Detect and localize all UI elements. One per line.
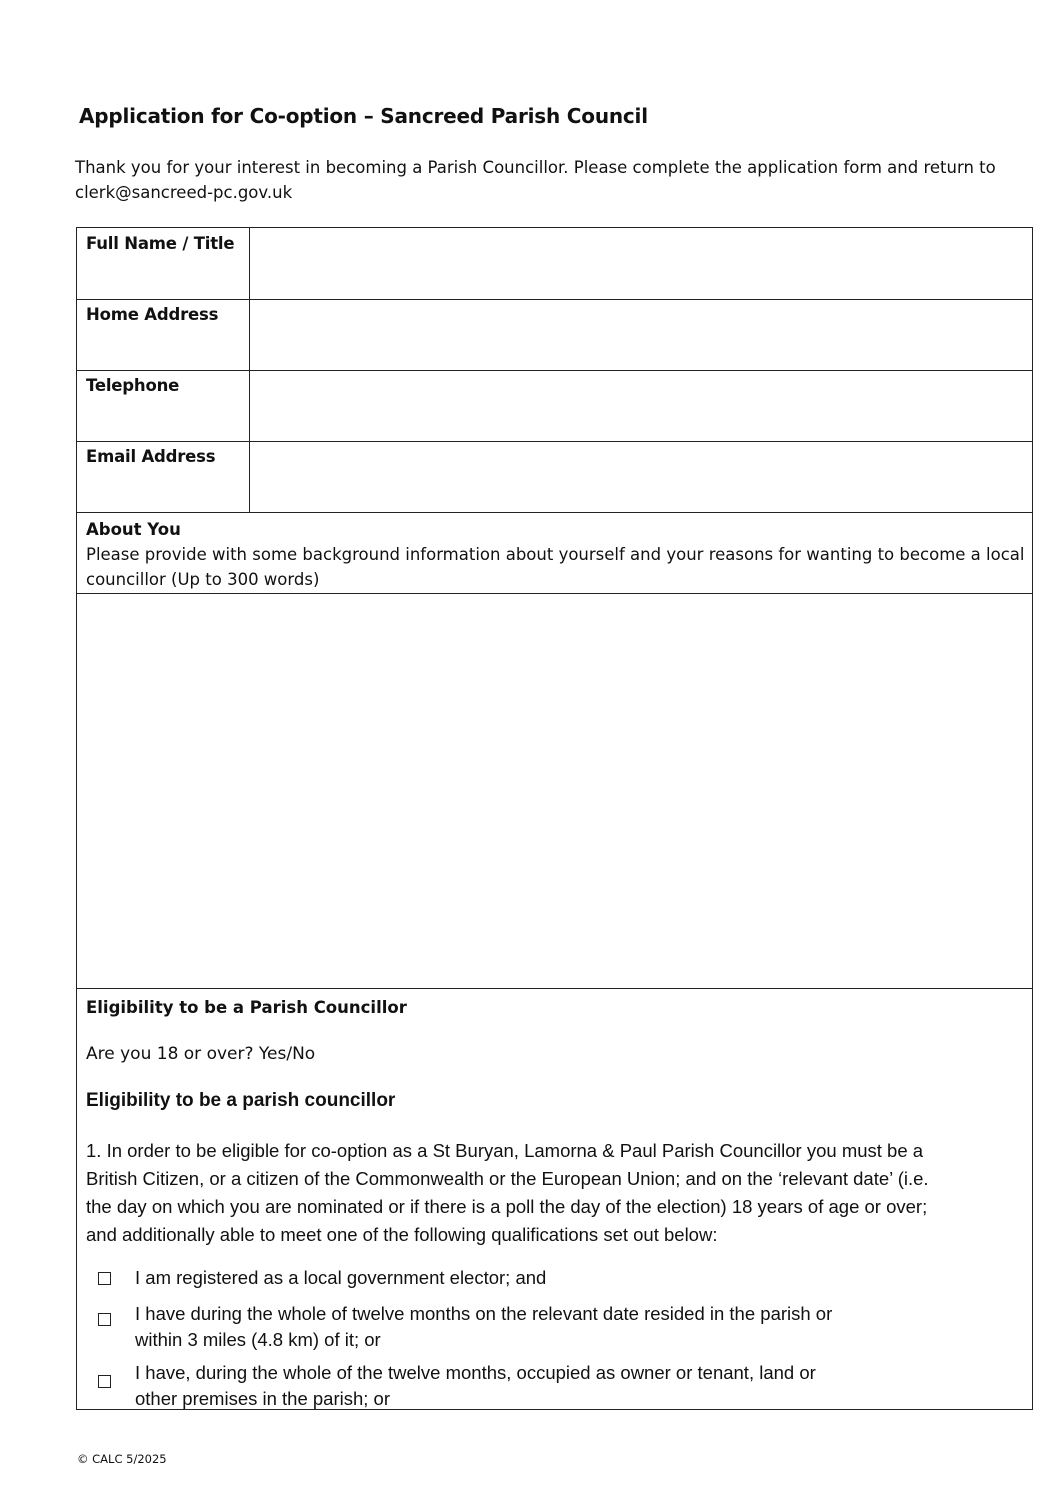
email-input[interactable] xyxy=(251,441,1032,512)
intro-text xyxy=(75,155,1015,205)
about-you-heading: About You xyxy=(86,520,181,539)
full-name-label: Full Name / Title xyxy=(77,228,250,299)
age-question: Are you 18 or over? Yes/No xyxy=(86,1044,316,1064)
email-label: Email Address xyxy=(77,441,250,512)
about-you-header xyxy=(77,512,1032,594)
qualification-checkbox-1[interactable] xyxy=(98,1272,111,1285)
qualification-option-2-line-2: within 3 miles (4.8 km) of it; or xyxy=(135,1329,381,1350)
home-address-input[interactable] xyxy=(251,299,1032,370)
about-you-textarea[interactable] xyxy=(77,594,1032,989)
eligibility-heading: Eligibility to be a Parish Councillor xyxy=(86,998,407,1017)
row-telephone xyxy=(77,370,1032,442)
intro-email: clerk@sancreed-pc.gov.uk xyxy=(75,183,293,202)
eligibility-paragraph-line-1: 1. In order to be eligible for co-option as a St Buryan, Lamorna & Paul Parish Councillor you must be a xyxy=(86,1140,924,1161)
full-name-input[interactable] xyxy=(251,228,1032,299)
telephone-label: Telephone xyxy=(77,370,250,441)
qualification-option-3-line-2: other premises in the parish; or xyxy=(135,1388,391,1409)
about-you-instructions-line-2: councillor (Up to 300 words) xyxy=(86,570,320,589)
qualification-option-3-line-1: I have, during the whole of the twelve months, occupied as owner or tenant, land or xyxy=(135,1362,816,1383)
qualification-option-2-line-1: I have during the whole of twelve months on the relevant date resided in the parish or xyxy=(135,1303,833,1324)
footer-copyright: © CALC 5/2025 xyxy=(77,1452,167,1466)
qualification-option-1-line-1: I am registered as a local government elector; and xyxy=(135,1267,547,1288)
page-title: Application for Co-option – Sancreed Parish Council xyxy=(79,104,648,128)
eligibility-paragraph xyxy=(86,1137,1016,1249)
telephone-input[interactable] xyxy=(251,370,1032,441)
row-full-name xyxy=(77,228,1032,300)
eligibility-paragraph-line-4: and additionally able to meet one of the following qualifications set out below: xyxy=(86,1224,718,1245)
row-email xyxy=(77,441,1032,513)
application-form-table xyxy=(76,227,1033,1410)
row-home-address xyxy=(77,299,1032,371)
qualification-checkbox-3[interactable] xyxy=(98,1375,111,1388)
eligibility-paragraph-line-3: the day on which you are nominated or if there is a poll the day of the election) 18 years of age or over; xyxy=(86,1196,928,1217)
qualification-checkbox-2[interactable] xyxy=(98,1313,111,1326)
home-address-label: Home Address xyxy=(77,299,250,370)
intro-line-1: Thank you for your interest in becoming a Parish Councillor. Please complete the application form and return to xyxy=(75,158,996,177)
eligibility-subheading: Eligibility to be a parish councillor xyxy=(86,1090,396,1111)
eligibility-section xyxy=(77,989,1032,1409)
about-you-instructions-line-1: Please provide with some background information about yourself and your reasons for wanting to become a local xyxy=(86,545,1025,564)
eligibility-paragraph-line-2: British Citizen, or a citizen of the Commonwealth or the European Union; and on the ‘relevant date’ (i.e. xyxy=(86,1168,929,1189)
